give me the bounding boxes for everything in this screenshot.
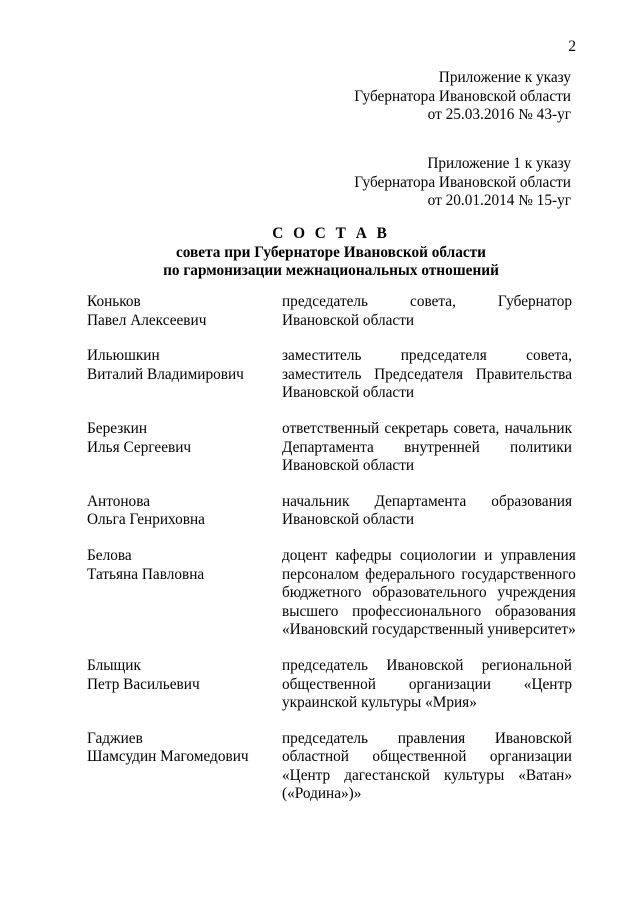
appendix-original-header: [354, 155, 571, 211]
member-given-names: Илья Сергеевич: [87, 438, 192, 456]
member-role-line: ответственный секретарь совета, начальник: [282, 419, 572, 437]
member-row: [87, 293, 572, 330]
member-name: [87, 293, 282, 330]
member-role: [282, 347, 572, 403]
page-number: 2: [568, 38, 576, 55]
member-surname: Гаджиев: [87, 729, 143, 747]
title-line: по гармонизации межнациональных отношений: [163, 262, 499, 280]
appendix-line: от 25.03.2016 № 43-уг: [427, 106, 571, 124]
member-role: [282, 547, 576, 640]
appendix-line: Приложение к указу: [438, 69, 571, 86]
member-surname: Блыщик: [87, 656, 141, 674]
member-surname: Ильюшкин: [87, 347, 160, 365]
member-role-line: доцент кафедры социологии и управления: [282, 546, 576, 564]
member-role: [282, 657, 572, 713]
member-role-line: председатель правления Ивановской: [282, 729, 572, 747]
appendix-line: Губернатора Ивановской области: [354, 173, 571, 191]
member-row: [87, 493, 572, 530]
member-role-line: Ивановской области: [282, 457, 415, 475]
member-role: [282, 293, 572, 330]
member-role-line: начальник Департамента образования: [282, 492, 572, 510]
member-given-names: Павел Алексеевич: [87, 311, 207, 329]
member-role-line: областной общественной организации: [282, 748, 572, 766]
appendix-line: Губернатора Ивановской области: [354, 87, 571, 105]
member-given-names: Петр Васильевич: [87, 675, 200, 693]
member-name: [87, 347, 282, 403]
member-role-line: «Центр дагестанской культуры «Ватан»: [282, 766, 572, 784]
member-name: [87, 420, 282, 476]
title-line: совета при Губернаторе Ивановской области: [175, 243, 486, 261]
member-surname: Антонова: [87, 492, 151, 510]
member-name: [87, 547, 282, 640]
member-name: [87, 657, 282, 713]
member-row: [87, 420, 572, 476]
member-name: [87, 493, 282, 530]
member-given-names: Шамсудин Магомедович: [87, 748, 249, 766]
member-row: [87, 730, 572, 804]
member-surname: Березкин: [87, 419, 148, 437]
member-given-names: Татьяна Павловна: [87, 565, 205, 583]
member-role: [282, 493, 572, 530]
member-surname: Белова: [87, 546, 132, 564]
member-role-line: Ивановской области: [282, 384, 415, 402]
member-role: [282, 420, 572, 476]
members-list: [87, 293, 576, 821]
member-role: [282, 730, 572, 804]
member-role-line: Ивановской области: [282, 311, 415, 329]
member-role-line: бюджетного образовательного учреждения: [282, 584, 576, 602]
member-role-line: «Ивановский государственный университет»: [282, 621, 576, 639]
member-row: [87, 546, 576, 640]
member-role-line: украинской культуры «Мрия»: [282, 694, 477, 712]
title-heading: С О С Т А В: [272, 225, 390, 242]
member-role-line: Ивановской области: [282, 511, 415, 529]
member-surname: Коньков: [87, 293, 141, 310]
member-row: [87, 657, 572, 713]
document-title: [90, 225, 572, 281]
member-row: [87, 347, 572, 403]
member-name: [87, 730, 282, 804]
appendix-line: от 20.01.2014 № 15-уг: [427, 192, 571, 210]
member-role-line: («Родина»)»: [282, 785, 362, 803]
member-given-names: Виталий Владимирович: [87, 365, 244, 383]
member-role-line: высшего профессионального образования: [282, 602, 576, 620]
appendix-line: Приложение 1 к указу: [427, 155, 571, 172]
member-role-line: заместитель председателя совета,: [282, 347, 572, 365]
member-role-line: общественной организации «Центр: [282, 675, 572, 693]
member-role-line: Департамента внутренней политики: [282, 438, 572, 456]
appendix-current-header: [354, 69, 571, 125]
member-role-line: заместитель Председателя Правительства: [282, 365, 572, 383]
member-role-line: персоналом федерального государственного: [282, 565, 576, 583]
member-role-line: председатель совета, Губернатор: [282, 293, 572, 310]
member-role-line: председатель Ивановской региональной: [282, 656, 572, 674]
member-given-names: Ольга Генриховна: [87, 511, 205, 529]
